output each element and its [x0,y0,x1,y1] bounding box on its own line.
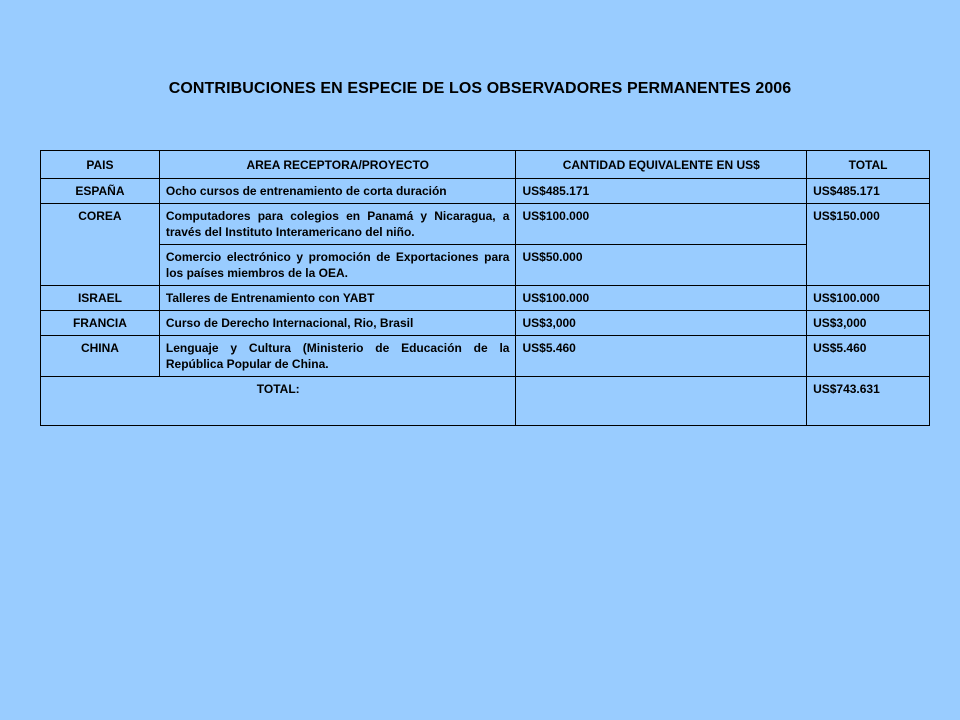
cell-total: US$150.000 [807,204,930,286]
page-title: CONTRIBUCIONES EN ESPECIE DE LOS OBSERVADORES PERMANENTES 2006 [168,80,792,97]
header-area: AREA RECEPTORA/PROYECTO [159,151,516,179]
cell-pais: COREA [41,204,160,286]
cell-pais: ESPAÑA [41,179,160,204]
cell-area: Curso de Derecho Internacional, Rio, Brasil [159,311,516,336]
cell-total: US$100.000 [807,286,930,311]
cell-cantidad: US$100.000 [516,204,807,245]
table-row [41,336,930,377]
total-label: TOTAL: [41,377,516,426]
table-row [41,286,930,311]
contributions-table [40,150,930,426]
cell-area: Comercio electrónico y promoción de Exportaciones para los países miembros de la OEA. [159,245,516,286]
cell-cantidad: US$5.460 [516,336,807,377]
total-value: US$743.631 [807,377,930,426]
cell-cantidad: US$50.000 [516,245,807,286]
cell-total: US$485.171 [807,179,930,204]
cell-pais: CHINA [41,336,160,377]
table-row [41,311,930,336]
cell-cantidad: US$100.000 [516,286,807,311]
cell-total: US$5.460 [807,336,930,377]
cell-area: Computadores para colegios en Panamá y Nicaragua, a través del Instituto Interamericano del niño. [159,204,516,245]
cell-area: Talleres de Entrenamiento con YABT [159,286,516,311]
header-cantidad: CANTIDAD EQUIVALENTE EN US$ [516,151,807,179]
table-row [41,245,930,286]
table-row [41,179,930,204]
table-total-row [41,377,930,426]
cell-pais: ISRAEL [41,286,160,311]
total-cantidad [516,377,807,426]
cell-total: US$3,000 [807,311,930,336]
table-row [41,204,930,245]
cell-pais: FRANCIA [41,311,160,336]
cell-cantidad: US$3,000 [516,311,807,336]
cell-cantidad: US$485.171 [516,179,807,204]
cell-area: Ocho cursos de entrenamiento de corta duración [159,179,516,204]
header-pais: PAIS [41,151,160,179]
header-total: TOTAL [807,151,930,179]
table-header-row [41,151,930,179]
cell-area: Lenguaje y Cultura (Ministerio de Educación de la República Popular de China. [159,336,516,377]
